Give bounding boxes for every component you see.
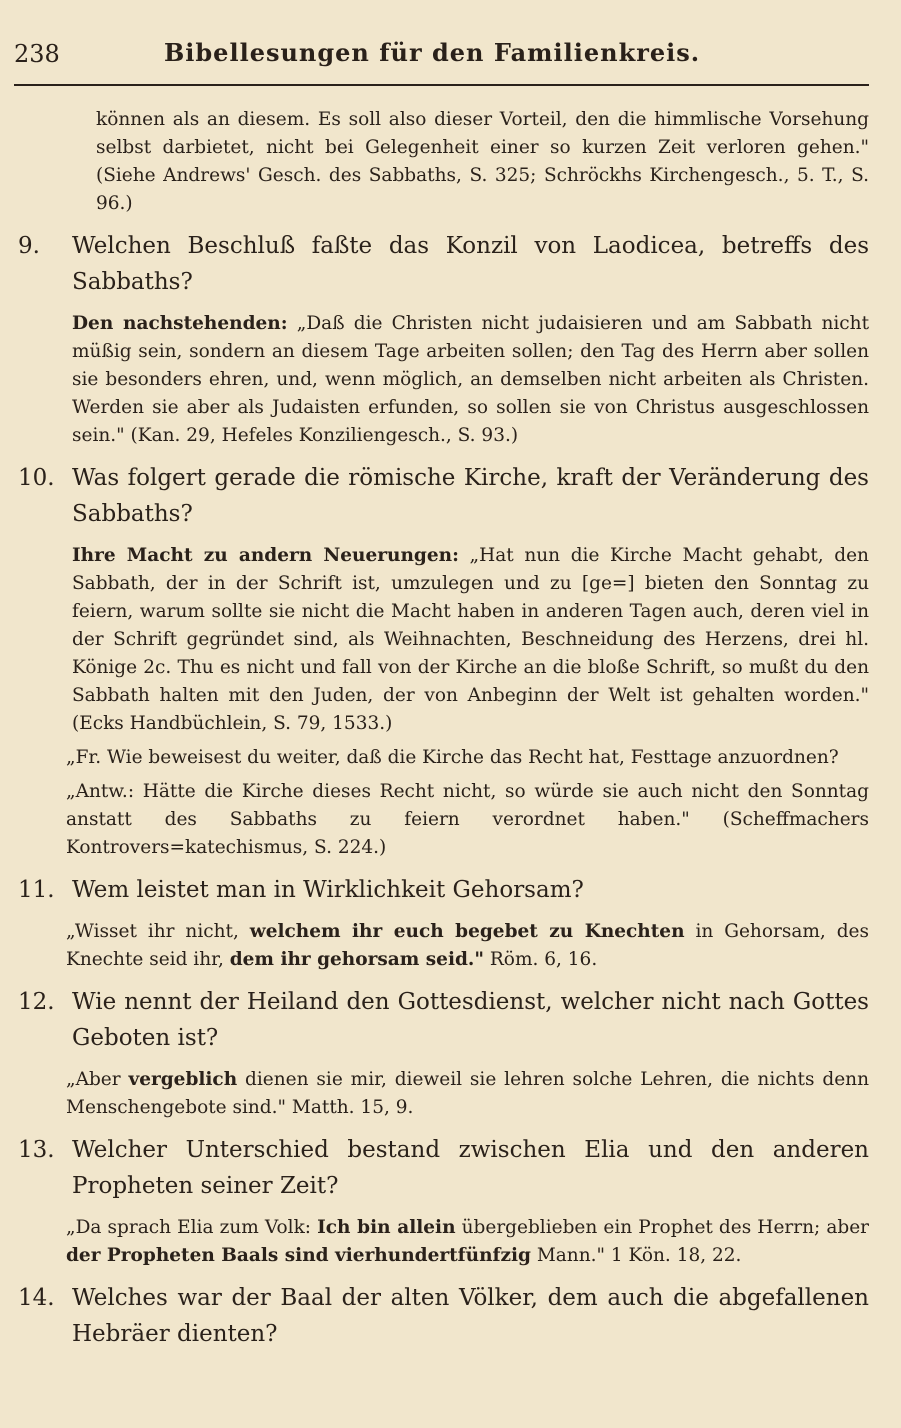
answer-reference: Röm. 6, 16.: [484, 949, 598, 970]
answer-post: dienen sie mir, dieweil sie lehren solche Lehren, die nichts denn Menschengebote sind." Matth. 15, 9.: [66, 1069, 869, 1118]
question-text: Welchen Beschluß faßte das Konzil von Laodicea, betreffs des Sabbaths?: [72, 233, 869, 295]
answer-emphasis: welchem ihr euch begebet zu Knechten: [249, 921, 685, 942]
question-number: 9.: [18, 233, 40, 259]
answer-9: [72, 310, 869, 450]
answer-10: [72, 542, 869, 738]
question-number: 12.: [18, 989, 55, 1015]
question-number: 13.: [18, 1137, 55, 1163]
answer-lead: Ihre Macht zu andern Neuerungen:: [72, 545, 459, 566]
question-text: Wie nennt der Heiland den Gottesdienst, welcher nicht nach Gottes Geboten ist?: [72, 989, 869, 1051]
quote-antwort: „Antw.: Hätte die Kirche dieses Recht nicht, so würde sie auch nicht den Sonntag anstatt des Sabbaths zu feiern verordnet haben." (Scheffmachers Kontrovers=katechismus, S. 224.): [66, 781, 869, 858]
answer-emphasis: dem ihr gehorsam seid.": [229, 949, 484, 970]
question-14: [18, 1280, 869, 1352]
question-number: 14.: [18, 1285, 55, 1311]
page-body: [0, 106, 901, 1362]
question-number: 11.: [18, 877, 55, 903]
page-number: 238: [14, 40, 60, 68]
question-10: [18, 460, 869, 532]
answer-text: „Hat nun die Kirche Macht gehabt, den Sabbath, der in der Schrift ist, umzulegen und zu [ge=] bieten den Sonntag zu feiern, warum sollte sie nicht die Macht haben in anderen Tagen auch, deren viel in der Schrift gegründet sind, als Weihnachten, Beschneidung des Herzens, drei hl. Könige 2c. Thu es nicht und fall von der Kirche an die bloße Schrift, so mußt du den Sabbath halten mit den Juden, der von Anbeginn der Welt ist gehalten worden." (Ecks Handbüchlein, S. 79, 1533.): [72, 545, 869, 734]
question-text: Wem leistet man in Wirklichkeit Gehorsam?: [72, 877, 584, 903]
answer-mid: übergeblieben ein Prophet des Herrn; aber: [455, 1217, 869, 1238]
question-9: [18, 228, 869, 300]
quote-frage: „Fr. Wie beweisest du weiter, daß die Kirche das Recht hat, Festtage anzuordnen?: [66, 747, 839, 768]
answer-13: [66, 1214, 869, 1270]
answer-mid: in Gehorsam, des Knechte seid ihr,: [66, 921, 869, 970]
answer-text: „Daß die Christen nicht judaisieren und am Sabbath nicht müßig sein, sondern an diesem Tage arbeiten sollen; den Tag des Herrn aber sollen sie besonders ehren, und, wenn möglich, an demselben nicht arbeiten als Christen. Werden sie aber als Judaisten erfunden, so sollen sie von Christus ausgeschlossen sein." (Kan. 29, Hefeles Konziliengesch., S. 93.): [72, 313, 870, 446]
question-text: Welcher Unterschied bestand zwischen Elia und den anderen Propheten seiner Zeit?: [72, 1137, 869, 1199]
answer-post: Mann." 1 Kön. 18, 22.: [530, 1245, 742, 1266]
answer-emphasis: vergeblich: [128, 1069, 238, 1090]
question-11: [18, 872, 869, 908]
answer-emphasis: Ich bin allein: [317, 1217, 456, 1238]
answer-emphasis: der Propheten Baals sind vierhundertfünfzig: [66, 1245, 531, 1266]
question-12: [18, 984, 869, 1056]
answer-pre: „Aber: [66, 1069, 129, 1090]
answer-lead: Den nachstehenden:: [72, 313, 288, 334]
answer-11: [66, 918, 869, 974]
answer-pre: „Wisset ihr nicht,: [66, 921, 250, 942]
running-title: Bibellesungen für den Familienkreis.: [164, 38, 701, 67]
answer-pre: „Da sprach Elia zum Volk:: [66, 1217, 318, 1238]
answer-12: [66, 1066, 869, 1122]
intro-paragraph: können als an diesem. Es soll also dieser Vorteil, den die himmlische Vorsehung selbst darbietet, nicht bei Gelegenheit einer so kurzen Zeit verloren gehen." (Siehe Andrews' Gesch. des Sabbaths, S. 325; Schröckhs Kirchengesch., 5. T., S. 96.): [96, 109, 869, 214]
question-text: Welches war der Baal der alten Völker, dem auch die abgefallenen Hebräer dienten?: [72, 1285, 869, 1347]
page-header: [14, 32, 869, 88]
question-text: Was folgert gerade die römische Kirche, kraft der Veränderung des Sabbaths?: [72, 465, 869, 527]
question-number: 10.: [18, 465, 55, 491]
question-13: [18, 1132, 869, 1204]
header-rule: [14, 84, 869, 86]
